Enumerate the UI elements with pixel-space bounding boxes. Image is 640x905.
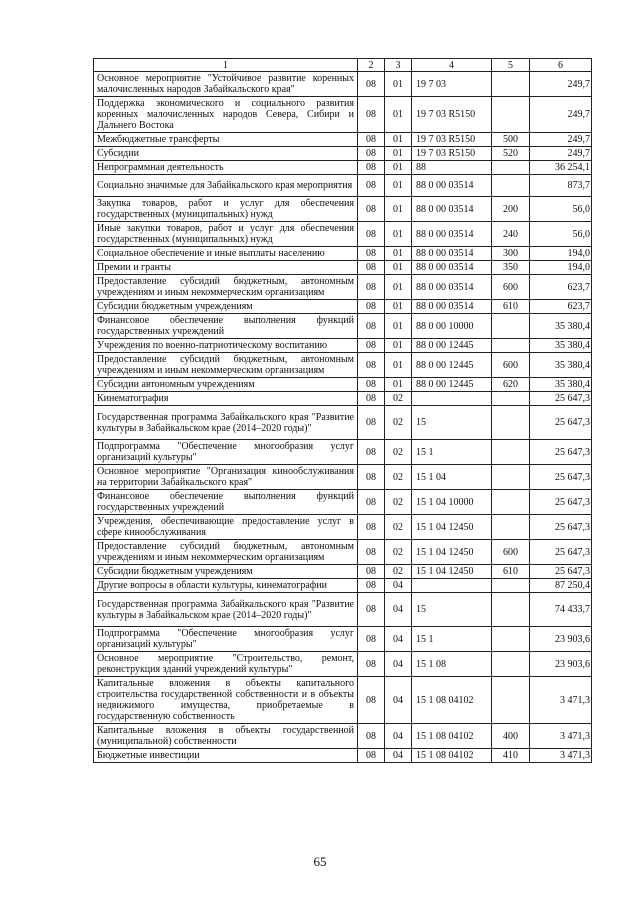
cell-subsection: 02 (385, 465, 412, 490)
column-header-amount: 6 (530, 59, 592, 72)
cell-name: Субсидии бюджетным учреждениям (94, 565, 358, 579)
cell-amount: 87 250,4 (530, 579, 592, 593)
cell-target-article: 88 0 00 03514 (412, 222, 492, 247)
cell-expense-type: 350 (492, 261, 530, 275)
cell-expense-type: 410 (492, 749, 530, 763)
cell-expense-type (492, 490, 530, 515)
table-row (94, 406, 592, 440)
cell-name: Премии и гранты (94, 261, 358, 275)
cell-subsection: 02 (385, 565, 412, 579)
cell-name: Предоставление субсидий бюджетным, автономным учреждениям и иным некоммерческим организациям (94, 275, 358, 300)
cell-subsection: 01 (385, 275, 412, 300)
cell-target-article: 15 1 (412, 627, 492, 652)
cell-name: Бюджетные инвестиции (94, 749, 358, 763)
table-row (94, 197, 592, 222)
page-number: 65 (313, 854, 327, 869)
cell-subsection: 02 (385, 392, 412, 406)
cell-expense-type: 610 (492, 565, 530, 579)
cell-expense-type: 240 (492, 222, 530, 247)
cell-subsection: 01 (385, 72, 412, 97)
cell-expense-type (492, 652, 530, 677)
table-row (94, 440, 592, 465)
cell-name: Основное мероприятие "Организация кинообслуживания на территории Забайкальского края" (94, 465, 358, 490)
cell-amount: 25 647,3 (530, 565, 592, 579)
cell-expense-type (492, 314, 530, 339)
cell-amount: 249,7 (530, 133, 592, 147)
cell-expense-type: 610 (492, 300, 530, 314)
cell-expense-type (492, 406, 530, 440)
cell-name: Социально значимые для Забайкальского края мероприятия (94, 175, 358, 197)
cell-subsection: 01 (385, 314, 412, 339)
cell-name: Основное мероприятие "Устойчивое развитие коренных малочисленных народов Забайкальского края" (94, 72, 358, 97)
cell-section: 08 (358, 579, 385, 593)
cell-amount: 25 647,3 (530, 440, 592, 465)
cell-section: 08 (358, 247, 385, 261)
cell-expense-type (492, 515, 530, 540)
cell-target-article: 15 (412, 593, 492, 627)
cell-target-article: 88 0 00 03514 (412, 275, 492, 300)
table-row (94, 300, 592, 314)
column-header-expense-type: 5 (492, 59, 530, 72)
cell-target-article: 15 1 04 12450 (412, 540, 492, 565)
table-row (94, 161, 592, 175)
cell-name: Учреждения, обеспечивающие предоставление услуг в сфере кинообслуживания (94, 515, 358, 540)
table-row (94, 593, 592, 627)
cell-section: 08 (358, 147, 385, 161)
cell-name: Субсидии бюджетным учреждениям (94, 300, 358, 314)
cell-section: 08 (358, 490, 385, 515)
cell-subsection: 04 (385, 724, 412, 749)
cell-section: 08 (358, 175, 385, 197)
table-header-row (94, 59, 592, 72)
table-row (94, 465, 592, 490)
cell-subsection: 04 (385, 579, 412, 593)
cell-target-article (412, 392, 492, 406)
table-row (94, 353, 592, 378)
cell-subsection: 01 (385, 161, 412, 175)
cell-amount: 25 647,3 (530, 465, 592, 490)
cell-section: 08 (358, 161, 385, 175)
table-row (94, 378, 592, 392)
cell-expense-type (492, 465, 530, 490)
cell-target-article (412, 579, 492, 593)
cell-expense-type (492, 97, 530, 133)
table-row (94, 72, 592, 97)
column-header-subsection: 3 (385, 59, 412, 72)
cell-name: Капитальные вложения в объекты капитального строительства государственной собственности и в объекты недвижимого имущества, приобретаемые в государственную собственность (94, 677, 358, 724)
budget-table (93, 58, 592, 763)
cell-name: Капитальные вложения в объекты государственной (муниципальной) собственности (94, 724, 358, 749)
cell-amount: 194,0 (530, 261, 592, 275)
cell-amount: 3 471,3 (530, 749, 592, 763)
cell-subsection: 01 (385, 339, 412, 353)
cell-amount: 35 380,4 (530, 314, 592, 339)
table-row (94, 490, 592, 515)
cell-name: Финансовое обеспечение выполнения функций государственных учреждений (94, 490, 358, 515)
cell-target-article: 88 0 00 10000 (412, 314, 492, 339)
cell-name: Субсидии (94, 147, 358, 161)
cell-target-article: 19 7 03 R5150 (412, 133, 492, 147)
cell-subsection: 01 (385, 378, 412, 392)
budget-table-container (93, 58, 591, 763)
cell-amount: 25 647,3 (530, 490, 592, 515)
cell-subsection: 01 (385, 261, 412, 275)
cell-section: 08 (358, 339, 385, 353)
cell-name: Финансовое обеспечение выполнения функций государственных учреждений (94, 314, 358, 339)
cell-section: 08 (358, 565, 385, 579)
cell-subsection: 01 (385, 133, 412, 147)
cell-name: Поддержка экономического и социального развития коренных малочисленных народов Севера, Сибири и Дальнего Востока (94, 97, 358, 133)
cell-amount: 3 471,3 (530, 677, 592, 724)
cell-expense-type: 620 (492, 378, 530, 392)
cell-target-article: 88 (412, 161, 492, 175)
cell-name: Государственная программа Забайкальского края "Развитие культуры в Забайкальском крае (2014–2020 годы)" (94, 406, 358, 440)
cell-subsection: 04 (385, 627, 412, 652)
table-row (94, 314, 592, 339)
cell-subsection: 02 (385, 406, 412, 440)
cell-section: 08 (358, 515, 385, 540)
cell-amount: 56,0 (530, 222, 592, 247)
cell-amount: 3 471,3 (530, 724, 592, 749)
table-row (94, 147, 592, 161)
cell-subsection: 02 (385, 440, 412, 465)
cell-name: Закупка товаров, работ и услуг для обеспечения государственных (муниципальных) нужд (94, 197, 358, 222)
cell-section: 08 (358, 540, 385, 565)
column-header-section: 2 (358, 59, 385, 72)
cell-amount: 623,7 (530, 300, 592, 314)
cell-subsection: 01 (385, 147, 412, 161)
cell-target-article: 15 1 08 04102 (412, 749, 492, 763)
cell-amount: 35 380,4 (530, 353, 592, 378)
cell-expense-type (492, 579, 530, 593)
cell-subsection: 01 (385, 175, 412, 197)
cell-amount: 23 903,6 (530, 652, 592, 677)
cell-expense-type: 500 (492, 133, 530, 147)
cell-section: 08 (358, 275, 385, 300)
cell-subsection: 01 (385, 222, 412, 247)
cell-section: 08 (358, 314, 385, 339)
cell-expense-type: 300 (492, 247, 530, 261)
cell-subsection: 02 (385, 490, 412, 515)
cell-section: 08 (358, 627, 385, 652)
cell-target-article: 19 7 03 R5150 (412, 147, 492, 161)
cell-section: 08 (358, 72, 385, 97)
cell-amount: 25 647,3 (530, 515, 592, 540)
cell-subsection: 02 (385, 540, 412, 565)
table-row (94, 222, 592, 247)
cell-section: 08 (358, 197, 385, 222)
cell-section: 08 (358, 677, 385, 724)
cell-name: Кинематография (94, 392, 358, 406)
table-row (94, 339, 592, 353)
cell-amount: 249,7 (530, 72, 592, 97)
cell-expense-type (492, 627, 530, 652)
table-row (94, 677, 592, 724)
cell-amount: 623,7 (530, 275, 592, 300)
cell-section: 08 (358, 133, 385, 147)
cell-target-article: 15 1 04 12450 (412, 565, 492, 579)
table-row (94, 97, 592, 133)
table-row (94, 652, 592, 677)
cell-section: 08 (358, 406, 385, 440)
cell-target-article: 15 1 08 04102 (412, 724, 492, 749)
cell-target-article: 19 7 03 (412, 72, 492, 97)
cell-section: 08 (358, 378, 385, 392)
cell-section: 08 (358, 261, 385, 275)
cell-target-article: 88 0 00 03514 (412, 261, 492, 275)
table-row (94, 392, 592, 406)
cell-target-article: 19 7 03 R5150 (412, 97, 492, 133)
cell-name: Учреждения по военно-патриотическому воспитанию (94, 339, 358, 353)
cell-target-article: 88 0 00 12445 (412, 378, 492, 392)
cell-section: 08 (358, 300, 385, 314)
cell-target-article: 15 1 (412, 440, 492, 465)
cell-expense-type (492, 161, 530, 175)
cell-amount: 25 647,3 (530, 406, 592, 440)
table-row (94, 261, 592, 275)
cell-name: Социальное обеспечение и иные выплаты населению (94, 247, 358, 261)
cell-expense-type: 200 (492, 197, 530, 222)
cell-subsection: 04 (385, 593, 412, 627)
cell-target-article: 15 1 04 (412, 465, 492, 490)
cell-subsection: 04 (385, 749, 412, 763)
cell-name: Основное мероприятие "Строительство, ремонт, реконструкция зданий учреждений культуры" (94, 652, 358, 677)
table-row (94, 749, 592, 763)
cell-subsection: 01 (385, 300, 412, 314)
table-row (94, 275, 592, 300)
table-row (94, 724, 592, 749)
cell-amount: 56,0 (530, 197, 592, 222)
cell-amount: 249,7 (530, 147, 592, 161)
cell-subsection: 01 (385, 353, 412, 378)
cell-section: 08 (358, 222, 385, 247)
cell-section: 08 (358, 392, 385, 406)
cell-subsection: 04 (385, 652, 412, 677)
cell-name: Предоставление субсидий бюджетным, автономным учреждениям и иным некоммерческим организациям (94, 353, 358, 378)
cell-expense-type (492, 392, 530, 406)
table-body (94, 72, 592, 763)
cell-name: Подпрограмма "Обеспечение многообразия услуг организаций культуры" (94, 627, 358, 652)
cell-section: 08 (358, 749, 385, 763)
cell-name: Подпрограмма "Обеспечение многообразия услуг организаций культуры" (94, 440, 358, 465)
cell-expense-type (492, 593, 530, 627)
cell-section: 08 (358, 593, 385, 627)
cell-expense-type: 600 (492, 540, 530, 565)
cell-name: Предоставление субсидий бюджетным, автономным учреждениям и иным некоммерческим организациям (94, 540, 358, 565)
cell-amount: 74 433,7 (530, 593, 592, 627)
cell-subsection: 01 (385, 247, 412, 261)
cell-expense-type (492, 72, 530, 97)
cell-section: 08 (358, 353, 385, 378)
cell-target-article: 88 0 00 12445 (412, 339, 492, 353)
cell-target-article: 88 0 00 03514 (412, 175, 492, 197)
cell-amount: 36 254,1 (530, 161, 592, 175)
column-header-name: 1 (94, 59, 358, 72)
cell-target-article: 15 1 08 04102 (412, 677, 492, 724)
cell-section: 08 (358, 465, 385, 490)
cell-amount: 25 647,3 (530, 392, 592, 406)
cell-section: 08 (358, 652, 385, 677)
table-row (94, 579, 592, 593)
cell-section: 08 (358, 97, 385, 133)
cell-expense-type: 520 (492, 147, 530, 161)
cell-amount: 873,7 (530, 175, 592, 197)
table-row (94, 565, 592, 579)
cell-target-article: 15 1 04 12450 (412, 515, 492, 540)
table-row (94, 247, 592, 261)
cell-section: 08 (358, 724, 385, 749)
cell-amount: 249,7 (530, 97, 592, 133)
cell-amount: 25 647,3 (530, 540, 592, 565)
cell-amount: 35 380,4 (530, 378, 592, 392)
cell-subsection: 02 (385, 515, 412, 540)
table-row (94, 540, 592, 565)
cell-target-article: 15 1 08 (412, 652, 492, 677)
cell-target-article: 15 (412, 406, 492, 440)
cell-amount: 194,0 (530, 247, 592, 261)
cell-expense-type: 600 (492, 275, 530, 300)
column-header-target-article: 4 (412, 59, 492, 72)
cell-name: Другие вопросы в области культуры, кинематографии (94, 579, 358, 593)
cell-amount: 23 903,6 (530, 627, 592, 652)
cell-subsection: 01 (385, 197, 412, 222)
table-row (94, 627, 592, 652)
cell-target-article: 88 0 00 03514 (412, 247, 492, 261)
cell-subsection: 01 (385, 97, 412, 133)
cell-amount: 35 380,4 (530, 339, 592, 353)
cell-expense-type (492, 677, 530, 724)
cell-name: Государственная программа Забайкальского края "Развитие культуры в Забайкальском крае (2014–2020 годы)" (94, 593, 358, 627)
table-row (94, 133, 592, 147)
table-row (94, 175, 592, 197)
cell-subsection: 04 (385, 677, 412, 724)
cell-target-article: 88 0 00 03514 (412, 300, 492, 314)
cell-expense-type (492, 440, 530, 465)
cell-expense-type: 600 (492, 353, 530, 378)
cell-expense-type (492, 339, 530, 353)
cell-name: Межбюджетные трансферты (94, 133, 358, 147)
cell-expense-type: 400 (492, 724, 530, 749)
cell-target-article: 15 1 04 10000 (412, 490, 492, 515)
cell-section: 08 (358, 440, 385, 465)
cell-name: Иные закупки товаров, работ и услуг для обеспечения государственных (муниципальных) нужд (94, 222, 358, 247)
table-row (94, 515, 592, 540)
cell-expense-type (492, 175, 530, 197)
cell-target-article: 88 0 00 03514 (412, 197, 492, 222)
cell-name: Непрограммная деятельность (94, 161, 358, 175)
cell-target-article: 88 0 00 12445 (412, 353, 492, 378)
cell-name: Субсидии автономным учреждениям (94, 378, 358, 392)
